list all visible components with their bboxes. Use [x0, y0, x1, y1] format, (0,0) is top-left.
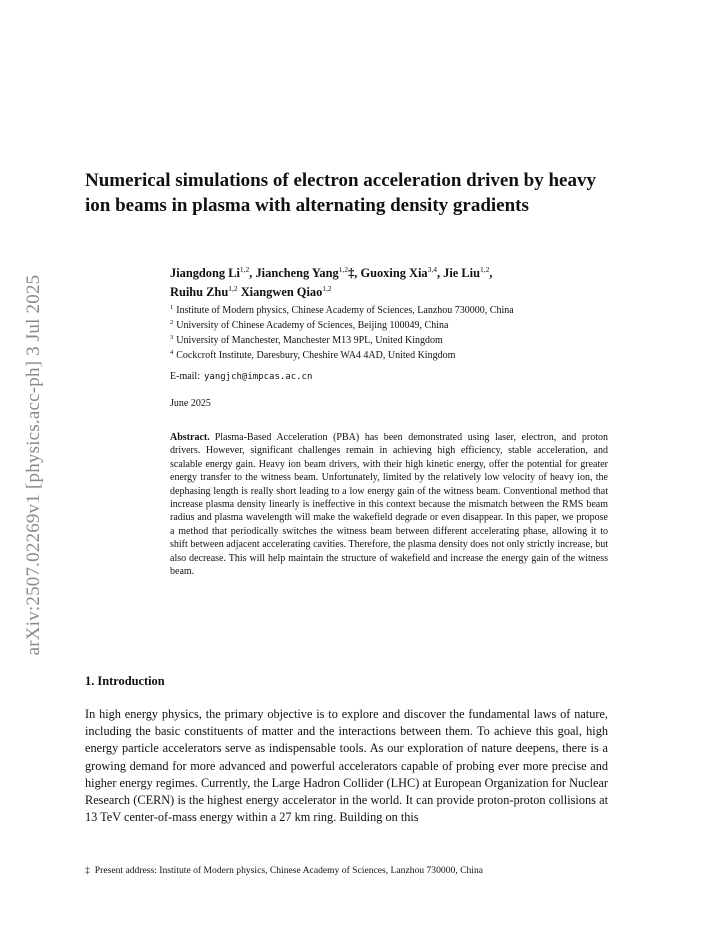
author-separator: , — [249, 266, 256, 280]
contact-email — [170, 371, 312, 382]
footnote-text: Present address: Institute of Modern physics, Chinese Academy of Sciences, Lanzhou 730000, China — [94, 865, 483, 876]
footnote — [85, 865, 615, 876]
introduction-paragraph: In high energy physics, the primary objective is to explore and discover the fundamental laws of nature, including the basic constituents of matter and the interactions between them. To achieve this goal, high energy particle accelerators serve as indispensable tools. As our exploration of nature deepens, there is a growing demand for more advanced and powerful accelerators capable of probing ever more precise and higher energy regimes. Currently, the Large Hadron Collider (LHC) at European Organization for Nuclear Research (CERN) is the highest energy accelerator in the world. It can provide proton-proton collisions at 13 TeV center-of-mass energy within a 27 km ring. Building on this — [85, 707, 608, 825]
affiliation-number: 2 — [170, 318, 174, 326]
author-separator: , — [489, 266, 493, 280]
affiliation-text: Institute of Modern physics, Chinese Academy of Sciences, Lanzhou 730000, China — [176, 305, 514, 316]
abstract — [170, 431, 608, 578]
footnote-mark: ‡ — [85, 865, 90, 876]
affiliation — [170, 333, 620, 348]
author-name: Xiangwen Qiao — [240, 285, 323, 299]
affiliation — [170, 318, 620, 333]
author-affiliation-marks: 1,2 — [228, 283, 238, 293]
affiliation-text: Cockcroft Institute, Daresbury, Cheshire WA4 4AD, United Kingdom — [176, 350, 456, 361]
abstract-text: Plasma-Based Acceleration (PBA) has been demonstrated using laser, electron, and proton drivers. However, significant challenges remain in achieving high efficiency, stable acceleration, and scalable energy gain. Heavy ion beam drivers, with their high kinetic energy, offer the potential for greater energy transfer to the witness beam. Unfortunately, limited by the relatively low velocity of heavy ion, the dephasing length is really short leading to a low energy gain of the witness beam. Conventional method that increase plasma density linearly is ineffective in this context because the mismatch between the RMS beam radius and plasma wavelength will make the wakefield degrade or even disappear. In this paper, we propose a method that periodically switches the witness beam between different accelerating phase, allowing it to shift between adjacent accelerating cavities. Therefore, the plasma density does not only strictly increase, but also decrease. This will help maintain the structure of wakefield and increase the energy gain of the witness beam. — [170, 432, 608, 578]
author — [170, 285, 241, 299]
author — [255, 266, 360, 280]
email-label: E-mail: — [170, 371, 200, 382]
author-affiliation-marks: 1,2 — [480, 264, 490, 274]
abstract-label: Abstract. — [170, 432, 210, 443]
section-heading-introduction: 1. Introduction — [85, 674, 165, 688]
author-list — [170, 264, 610, 302]
author-name: Guoxing Xia — [360, 266, 428, 280]
author-name: Jie Liu — [443, 266, 481, 280]
affiliation-number: 4 — [170, 348, 174, 356]
author-name: Jiangdong Li — [170, 266, 240, 280]
arxiv-identifier-stamp: arXiv:2507.02269v1 [physics.acc-ph] 3 Jul 2025 — [23, 274, 44, 656]
affiliation-number: 1 — [170, 303, 174, 311]
paper-title: Numerical simulations of electron acceleration driven by heavy ion beams in plasma with alternating density gradients — [85, 170, 596, 216]
author — [170, 266, 255, 280]
affiliation-number: 3 — [170, 333, 174, 341]
author-separator: , — [436, 266, 444, 280]
affiliation-text: University of Chinese Academy of Sciences, Beijing 100049, China — [176, 320, 449, 331]
author-affiliation-marks: 1,2 — [338, 264, 349, 274]
author — [360, 266, 443, 280]
author-name: Jiancheng Yang — [255, 266, 339, 280]
affiliation-text: University of Manchester, Manchester M13 9PL, United Kingdom — [176, 335, 443, 346]
author-affiliation-marks: 1,2 — [239, 264, 250, 274]
affiliation — [170, 348, 620, 363]
email-address-link[interactable]: yangjch@impcas.ac.cn — [204, 372, 313, 382]
author-separator: ‡, — [348, 266, 361, 280]
affiliation — [170, 303, 620, 318]
author — [241, 285, 332, 299]
author-affiliation-marks: 1,2 — [322, 283, 332, 293]
publication-date: June 2025 — [170, 398, 211, 409]
affiliation-list — [170, 303, 620, 363]
author — [443, 266, 492, 280]
author-affiliation-marks: 3,4 — [427, 264, 437, 274]
author-name: Ruihu Zhu — [170, 285, 229, 299]
